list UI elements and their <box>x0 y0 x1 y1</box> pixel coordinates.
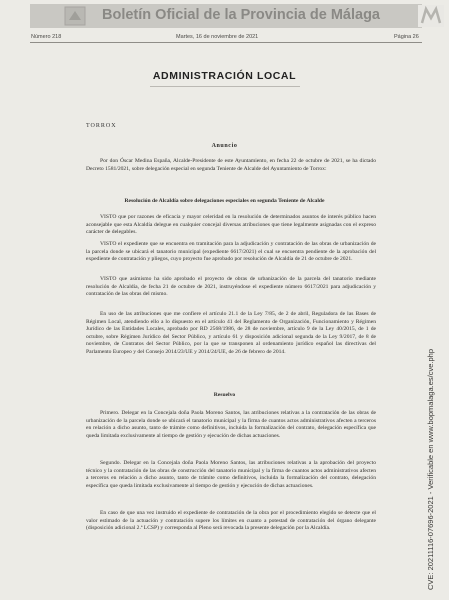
resuelvo-first: Primero. Delegar en la Concejala doña Paola Moreno Santos, las atribuciones relativas a la contratación de las obras de urbanización de la parcela donde se ubicará el tanatorio municipal y la firma de cuantos actos administrativos afecten a terceros en relación a dicho asunto, tanto de trámite como definitivos, incluida la formalización del contrato, delegación específica que queda limitada exclusivamente al tiempo de gestión y ejecución de dichas actuaciones. <box>86 410 376 439</box>
resuelvo-second: Segundo. Delegar en la Concejala doña Paola Moreno Santos, las atribuciones relativas a la aprobación del proyecto técnico y la contratación de las obras de construcción del tanatorio municipal y la firma de cuantos actos administrativos afecten a terceros en relación a dicho asunto, tanto de trámite como definitivos, incluida la formalización del contrato, delegación específica que queda limitada exclusivamente al tiempo de gestión y ejecución de dichas actuaciones. <box>86 460 376 489</box>
header-rule <box>30 42 422 43</box>
issue-date: Martes, 16 de noviembre de 2021 <box>176 34 259 40</box>
intro-paragraph: Por don Óscar Medina España, Alcalde-Presidente de este Ayuntamiento, en fecha 22 de octubre de 2021, se ha dictado Decreto 1581/2021, sobre delegación especial en segunda Teniente de Alcalde del Ayuntamiento de Torrox: <box>86 158 376 172</box>
visto-paragraph-3: VISTO que asimismo ha sido aprobado el proyecto de obras de urbanización de la parcela del tanatorio mediante resolución de Alcaldía, de fecha 21 de octubre de 2021, instruyéndose el expediente número 6617/2021 para adjudicación y contratación de las obras del mismo. <box>86 276 376 298</box>
section-underline <box>150 86 300 87</box>
resuelvo-heading: Resuelvo <box>213 392 236 398</box>
visto-paragraph-1: VISTO que por razones de eficacia y mayor celeridad en la resolución de determinados asuntos de interés público hacen aconsejable que esta Alcaldía delegue en cualquier concejal diversas atribuciones que tiene legalmente asignadas con el expreso carácter de delegables. <box>86 214 376 236</box>
cve-verification-note: CVE: 20211116-07696-2021 - Verificable en www.bopmalaga.es/cve.php <box>426 349 435 590</box>
visto-paragraph-2: VISTO el expediente que se encuentra en tramitación para la adjudicación y contratación de las obras de urbanización de la parcela donde se ubicará el tanatorio municipal (expediente 6617/2021) el cual se encuentra pendiente de la aprobación del expediente de contratación y pliegos, cuyo proyecto fue aprobado por resolución de Alcaldía de 21 de octubre de 2021. <box>86 241 376 263</box>
page-number: Página 26 <box>394 34 419 40</box>
coat-of-arms-icon <box>64 6 86 26</box>
diputacion-logo-icon <box>418 5 444 27</box>
bulletin-title: Boletín Oficial de la Provincia de Málaga <box>102 7 380 23</box>
resolution-heading: Resolución de Alcaldía sobre delegaciones especiales en segunda Teniente de Alcalde <box>124 198 325 204</box>
municipality: TORROX <box>86 123 117 129</box>
resuelvo-revocation: En caso de que una vez instruido el expediente de contratación de la obra por el procedimiento elegido se detecte que el valor estimado de la actuación y contratación supere los límites en cuanto a potestad de contratación del órgano delegante (disposición adicional 2.ª LCSP) y corresponda al Pleno será revocada la presente delegación por la Alcaldía. <box>86 510 376 532</box>
section-title: ADMINISTRACIÓN LOCAL <box>152 70 297 82</box>
header-banner <box>30 4 422 28</box>
legal-basis-paragraph: En uso de las atribuciones que me confiere el artículo 21.1 de la Ley 7/85, de 2 de abril, Reguladora de las Bases de Régimen Local, atendiendo ello a lo dispuesto en el artículo 41 del Reglamento de Organización, Funcionamiento y Régimen Jurídico de las Entidades Locales, aprobado por RD 2568/1986, de 28 de noviembre, artículo 9 de la Ley 40/2015, de 1 de octubre, sobre Régimen Jurídico del Sector Público, y artículo 61 y disposición adicional segunda de la Ley 9/2017, de 8 de noviembre, de Contratos del Sector Público, por la que se transponen al ordenamiento jurídico español las directivas del Parlamento Europeo y del Consejo 2014/23/UE y 2014/24/UE, de 26 de febrero de 2014. <box>86 311 376 355</box>
announcement-heading: Anuncio <box>211 143 238 149</box>
issue-number: Número 218 <box>31 34 62 40</box>
